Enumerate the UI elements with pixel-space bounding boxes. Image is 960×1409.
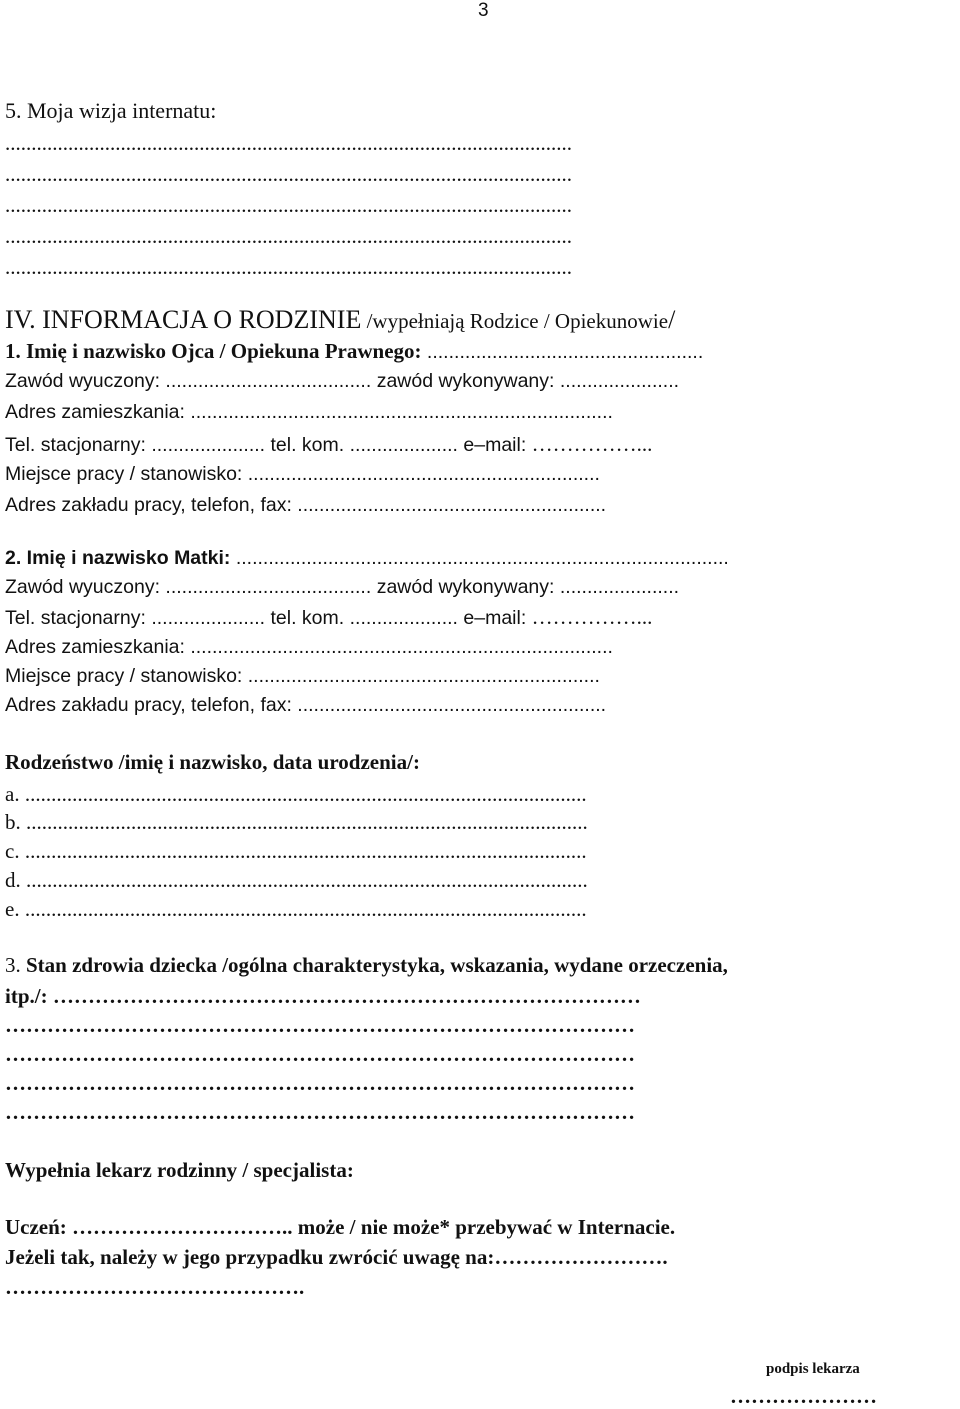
section4-heading	[5, 307, 675, 333]
father-phone	[5, 434, 652, 456]
father-profession: Zawód wyuczony: ...................................... zawód wykonywany: ......................	[5, 370, 680, 392]
health-title-2-text: itp./:	[5, 984, 53, 1008]
father-title-label: 1. Imię i nazwisko Ojca / Opiekuna Prawnego:	[5, 339, 422, 363]
father-address: Adres zamieszkania: ..............................................................................	[5, 401, 613, 423]
signature-label: podpis lekarza	[766, 1361, 860, 1377]
mother-profession: Zawód wyuczony: ...................................... zawód wykonywany: ......................	[5, 576, 680, 598]
mother-title-dots: ...........................................................................................	[230, 547, 729, 569]
mother-work-address: Adres zakładu pracy, telefon, fax: .........................................................	[5, 694, 607, 716]
section5-line-4: ............................................................................................................	[5, 224, 572, 248]
doctor-student: Uczeń: ………………………….. może / nie może* przebywać w Internacie.	[5, 1215, 676, 1239]
sibling-b: b. ...........................................................................................................	[5, 810, 588, 834]
siblings-title: Rodzeństwo /imię i nazwisko, data urodzenia/:	[5, 750, 420, 774]
sibling-c: c. ...........................................................................................................	[5, 839, 587, 863]
page-number: 3	[478, 0, 489, 21]
section5-title: 5. Moja wizja internatu:	[5, 98, 217, 123]
health-line-1: ………………………………………………………………………………	[5, 1013, 635, 1037]
health-line-2: ………………………………………………………………………………	[5, 1042, 635, 1066]
section5-line-1: ............................................................................................................	[5, 131, 572, 155]
section5-line-5: ............................................................................................................	[5, 255, 572, 279]
mother-phone-label: Tel. stacjonarny: ..................... tel. kom. .................... e–mail:	[5, 607, 532, 629]
mother-workplace: Miejsce pracy / stanowisko: .................................................................	[5, 665, 600, 687]
section5-line-3: ............................................................................................................	[5, 193, 572, 217]
father-email-dots: ……………...	[531, 432, 653, 456]
health-line-3: ………………………………………………………………………………	[5, 1071, 635, 1095]
father-work-address: Adres zakładu pracy, telefon, fax: .........................................................	[5, 494, 607, 516]
doctor-title: Wypełnia lekarz rodzinny / specjalista:	[5, 1158, 354, 1182]
sibling-a: a. ...........................................................................................................	[5, 782, 587, 806]
father-workplace: Miejsce pracy / stanowisko: .................................................................	[5, 463, 600, 485]
section4-heading-note: /wypełniają Rodzice / Opiekunowie	[361, 309, 669, 333]
mother-email-dots: ……………...	[531, 605, 653, 629]
signature-line: …………………	[730, 1384, 877, 1408]
health-title-2-dots: …………………………………………………………………………	[52, 984, 641, 1008]
mother-address: Adres zamieszkania: ..............................................................................	[5, 636, 613, 658]
mother-title-label: 2. Imię i nazwisko Matki:	[5, 547, 231, 569]
father-title-dots: ...................................................	[421, 341, 704, 363]
sibling-d: d. ...........................................................................................................	[5, 868, 588, 892]
mother-title	[5, 547, 729, 569]
doctor-note: Jeżeli tak, należy w jego przypadku zwrócić uwagę na:…………………….	[5, 1245, 668, 1269]
sibling-e: e. ...........................................................................................................	[5, 897, 587, 921]
mother-phone	[5, 607, 652, 629]
father-phone-label: Tel. stacjonarny: ..................... tel. kom. .................... e–mail:	[5, 434, 532, 456]
health-title	[5, 955, 728, 976]
father-title	[5, 341, 703, 363]
section4-heading-slash: /	[668, 305, 676, 334]
health-line-4: ………………………………………………………………………………	[5, 1100, 635, 1124]
doctor-note-continuation: …………………………………….	[5, 1275, 305, 1299]
health-title-text: Stan zdrowia dziecka /ogólna charakterystyka, wskazania, wydane orzeczenia,	[20, 953, 728, 977]
section4-heading-main: IV. INFORMACJA O RODZINIE	[5, 305, 362, 334]
section5-line-2: ............................................................................................................	[5, 162, 572, 186]
health-title-2	[5, 986, 641, 1007]
health-number: 3.	[5, 953, 21, 977]
